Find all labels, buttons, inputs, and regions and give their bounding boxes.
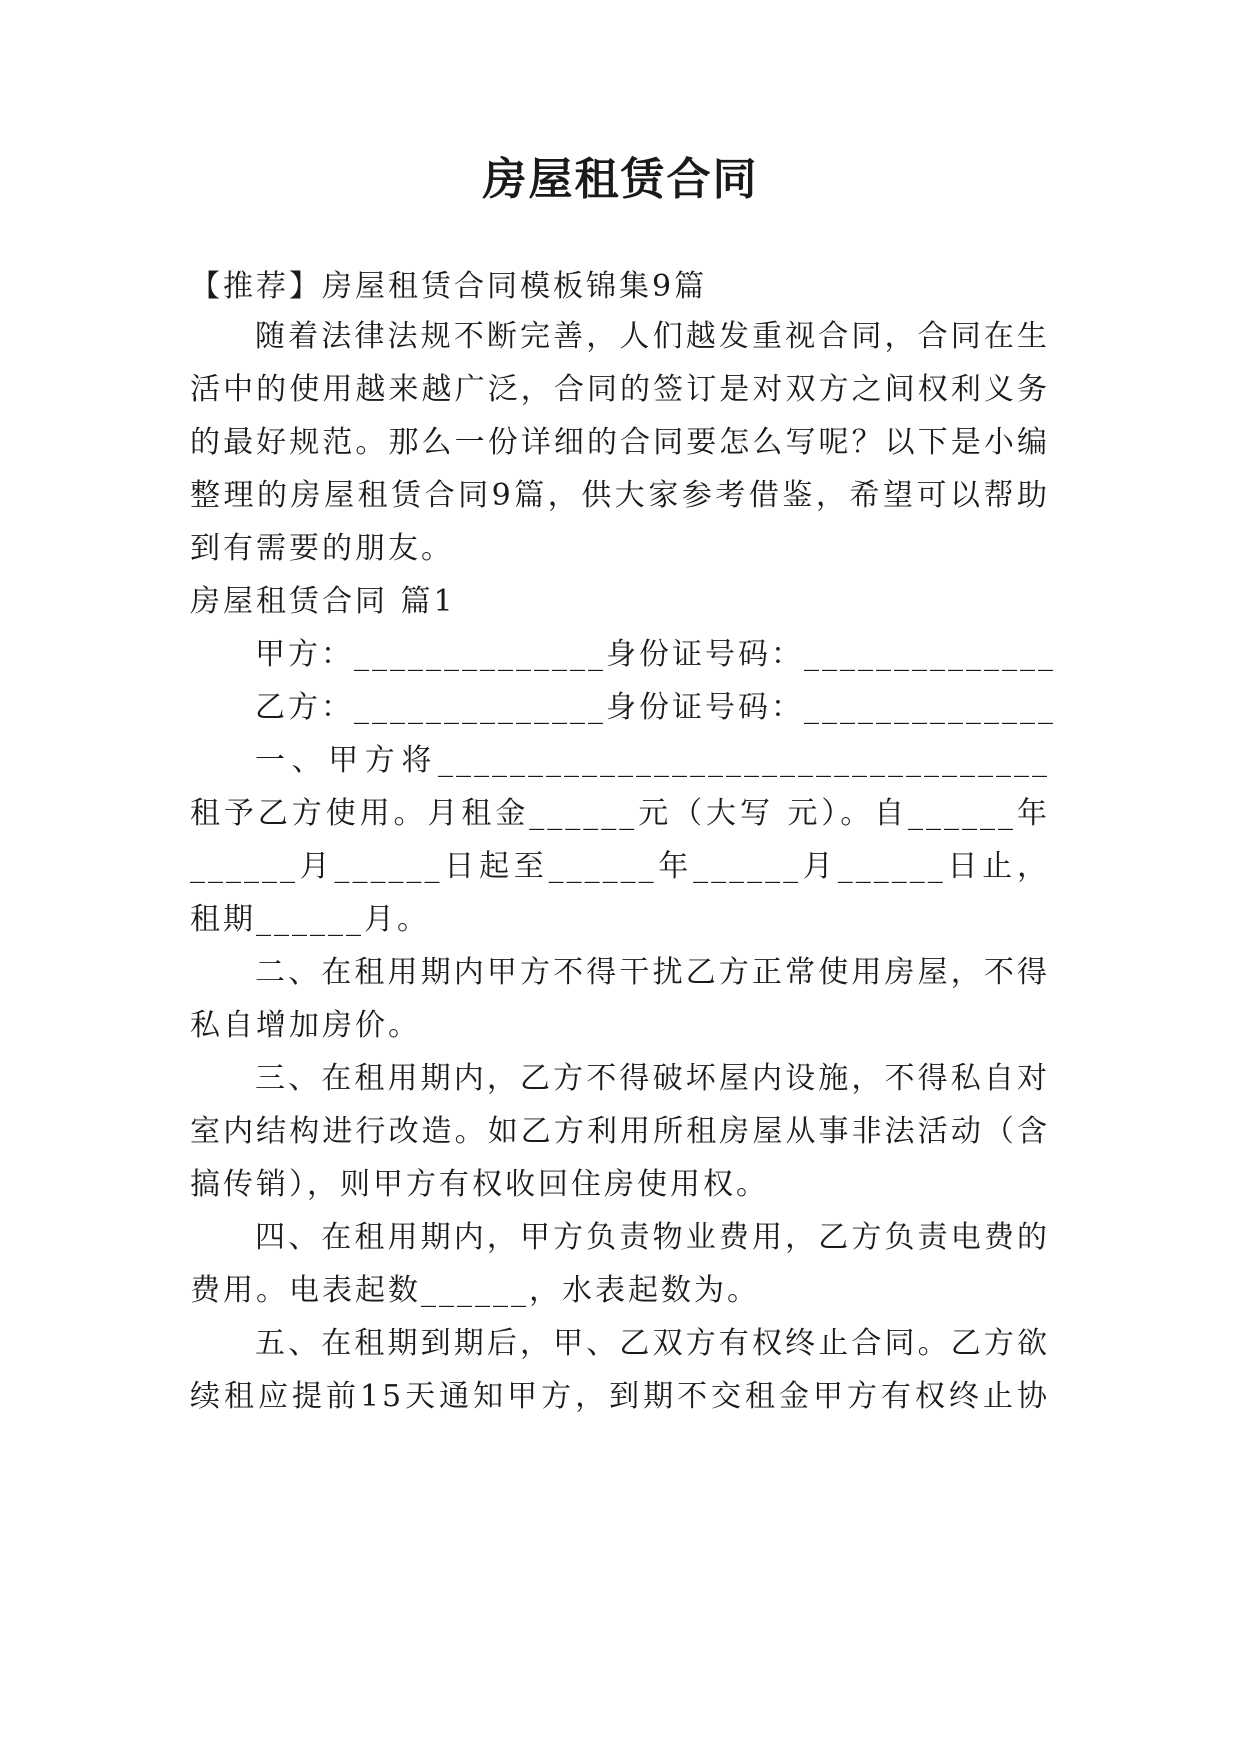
party-b-line: 乙方：______________身份证号码：______________	[255, 690, 1056, 725]
clause-3-line: 室内结构进行改造。如乙方利用所租房屋从事非法活动（含	[190, 1114, 1050, 1149]
clause-5-line: 五、在租期到期后，甲、乙双方有权终止合同。乙方欲	[255, 1326, 1050, 1361]
intro-line: 到有需要的朋友。	[190, 531, 454, 566]
section-heading: 房屋租赁合同 篇1	[190, 584, 456, 619]
party-a-line: 甲方：______________身份证号码：______________	[255, 637, 1056, 672]
document-title: 房屋租赁合同	[482, 154, 759, 205]
clause-1-line: ______月______日起至______年______月______日止，	[190, 849, 1050, 884]
clause-1-line: 租予乙方使用。月租金______元（大写 元）。自______年	[190, 796, 1050, 831]
clause-1-line: 租期______月。	[190, 902, 430, 937]
clause-5-line: 续租应提前15天通知甲方，到期不交租金甲方有权终止协	[190, 1379, 1050, 1414]
clause-1-line: 一、甲方将__________________________________	[255, 743, 1050, 778]
clause-2-line: 二、在租用期内甲方不得干扰乙方正常使用房屋，不得	[255, 955, 1050, 990]
intro-line: 活中的使用越来越广泛，合同的签订是对双方之间权利义务	[190, 372, 1050, 407]
clause-2-line: 私自增加房价。	[190, 1008, 421, 1043]
clause-3-line: 三、在租用期内，乙方不得破坏屋内设施，不得私自对	[255, 1061, 1050, 1096]
intro-line: 随着法律法规不断完善，人们越发重视合同，合同在生	[255, 319, 1050, 354]
clause-4-line: 费用。电表起数______，水表起数为。	[190, 1273, 760, 1308]
clause-3-line: 搞传销），则甲方有权收回住房使用权。	[190, 1167, 769, 1202]
intro-line: 整理的房屋租赁合同9篇，供大家参考借鉴，希望可以帮助	[190, 478, 1050, 513]
intro-line: 的最好规范。那么一份详细的合同要怎么写呢？以下是小编	[190, 425, 1050, 460]
clause-4-line: 四、在租用期内，甲方负责物业费用，乙方负责电费的	[255, 1220, 1050, 1255]
document-subtitle: 【推荐】房屋租赁合同模板锦集9篇	[190, 269, 708, 304]
